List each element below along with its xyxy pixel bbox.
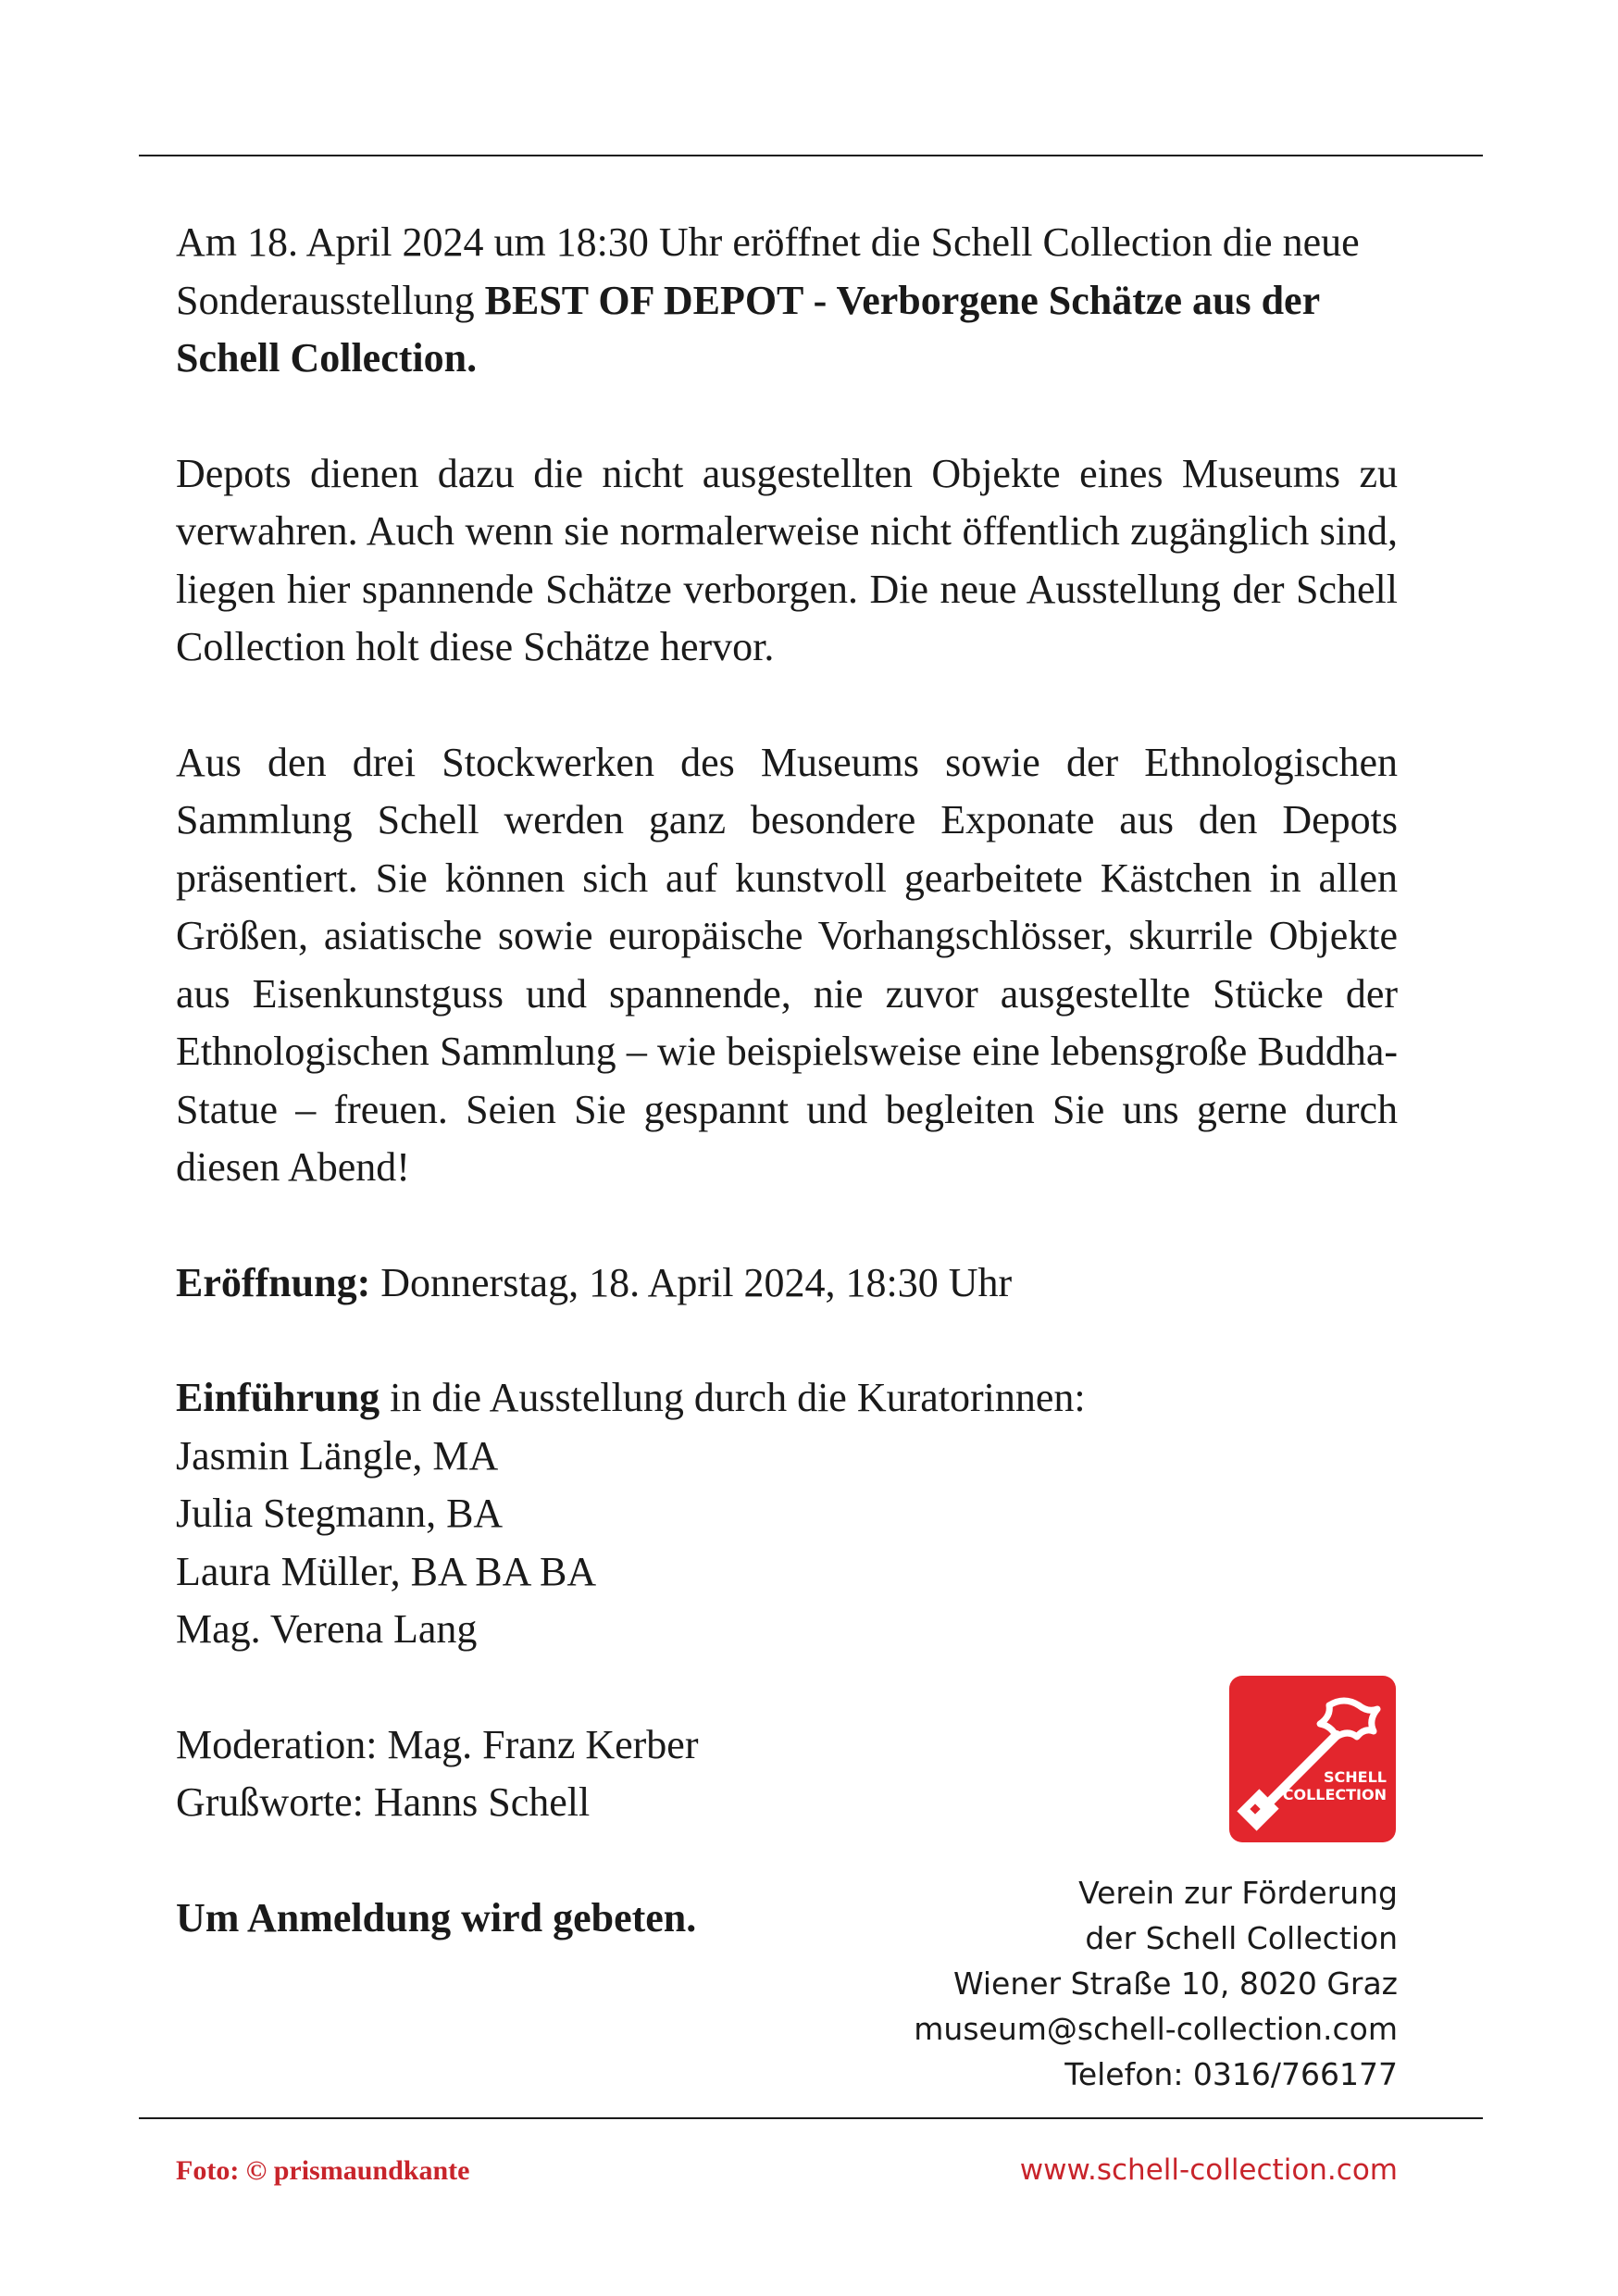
exhibition-title: BEST OF DEPOT - Verborgene Schätze aus der Schell Collection. <box>176 277 1320 381</box>
curator-1: Jasmin Längle, MA <box>176 1432 499 1479</box>
top-rule <box>139 155 1483 156</box>
main-text <box>176 214 1398 1947</box>
paragraph-depots: Depots dienen dazu die nicht ausgestellten Objekte eines Museums zu verwahren. Auch wenn sie normalerweise nicht öffentlich zugänglich sind, liegen hier spannende Schätze verborgen. Die neue Ausstellung der Schell Collection holt diese Schätze hervor. <box>176 450 1398 669</box>
introduction-label: Einführung <box>176 1375 380 1420</box>
paragraph-exhibits: Aus den drei Stockwerken des Museums sowie der Ethnologischen Sammlung Schell werden ganz besondere Exponate aus den Depots präsentiert. Sie können sich auf kunstvoll gearbeitete Kästchen in allen Größen, asiatische sowie europäische Vorhangschlösser, skurrile Objekte aus Eisenkunstguss und spannende, nie zuvor ausgestellte Stücke der Ethnologischen Sammlung – wie beispielsweise eine lebensgroße Buddha-Statue – freuen. Seien Sie gespannt und begleiten Sie uns gerne durch diesen Abend! <box>176 739 1398 1190</box>
logo-wordmark: SCHELL COLLECTION <box>1282 1768 1387 1803</box>
curator-4: Mag. Verena Lang <box>176 1606 478 1652</box>
photo-credit: Foto: © prismaundkante <box>176 2155 470 2186</box>
bottom-rule <box>139 2117 1483 2119</box>
address-phone: Telefon: 0316/766177 <box>1064 2056 1398 2092</box>
address-street: Wiener Straße 10, 8020 Graz <box>952 1965 1398 2002</box>
intro-line-1: Am 18. April 2024 um 18:30 Uhr eröffnet die Schell Collection die neue <box>176 219 1360 265</box>
moderation-line: Moderation: Mag. Franz Kerber <box>176 1721 699 1767</box>
address-line-2: der Schell Collection <box>1085 1920 1398 1956</box>
curator-2: Julia Stegmann, BA <box>176 1491 504 1536</box>
website-link[interactable]: www.schell-collection.com <box>1019 2153 1398 2187</box>
intro-line-2: Sonderausstellung BEST OF DEPOT - Verborgene Schätze aus der Schell Collection. <box>176 277 1320 381</box>
opening-label: Eröffnung: <box>176 1259 371 1305</box>
address-line-1: Verein zur Förderung <box>1078 1875 1398 1911</box>
address-email: museum@schell-collection.com <box>914 2011 1398 2047</box>
greetings-line: Grußworte: Hanns Schell <box>176 1779 591 1825</box>
introduction-line: Einführung in die Ausstellung durch die Kuratorinnen: <box>176 1375 1086 1420</box>
opening-line: Eröffnung: Donnerstag, 18. April 2024, 18:30 Uhr <box>176 1259 1013 1305</box>
key-icon <box>1229 1676 1396 1842</box>
curator-3: Laura Müller, BA BA BA <box>176 1548 597 1594</box>
registration-note: Um Anmeldung wird gebeten. <box>176 1894 697 1940</box>
address-block <box>914 1870 1398 2097</box>
schell-collection-logo <box>1229 1676 1396 1842</box>
